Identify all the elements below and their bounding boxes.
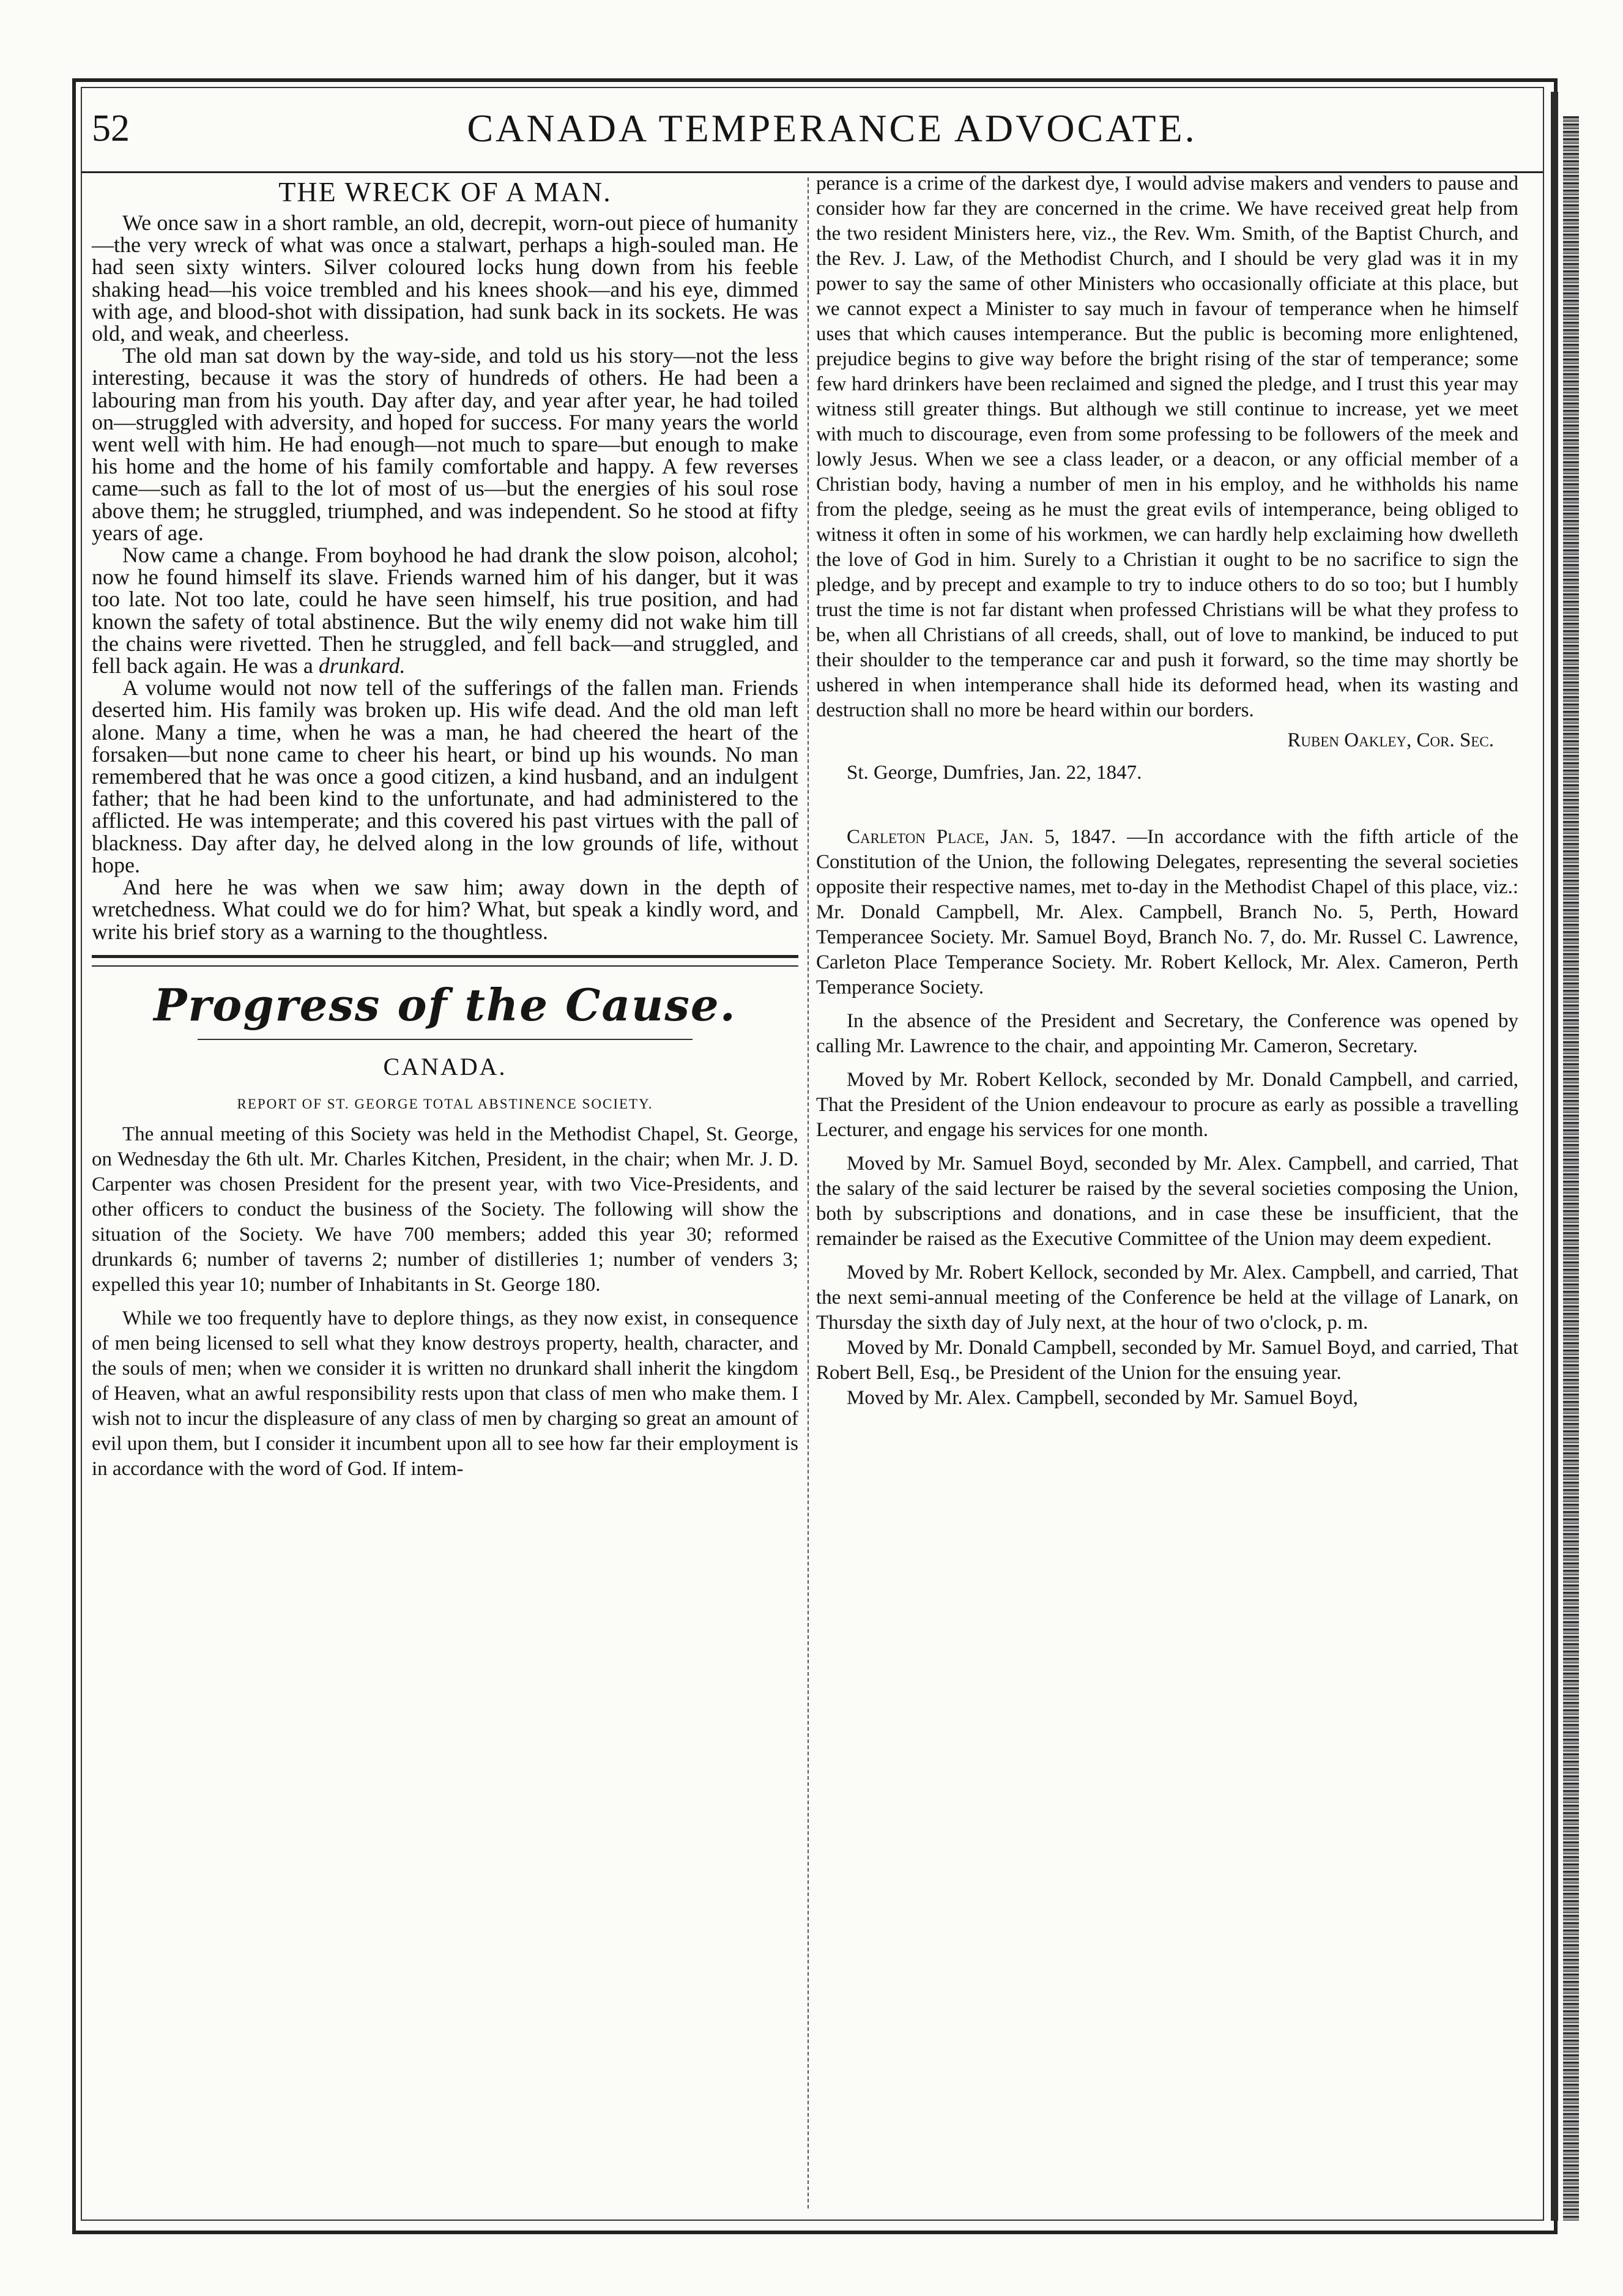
paragraph: Moved by Mr. Alex. Campbell, seconded by Mr. Samuel Boyd,: [847, 1387, 1358, 1409]
running-title: CANADA TEMPERANCE ADVOCATE.: [467, 106, 1197, 150]
article-wreck-of-a-man: [92, 175, 798, 943]
binding-edge: [1551, 92, 1558, 2221]
left-column: [92, 171, 798, 1482]
paragraph-text: Now came a change. From boyhood he had drank the slow poison, alcohol; now he found himself its slave. Friends warned him of his danger, but it was too late. Not too late, could he have seen himself, his true position, and had known the safety of total abstinence. But the wily enemy did not wake him till the chains were rivetted. Then he struggled, and fell back—and struggled, and fell back again. He was a: [92, 543, 798, 678]
paragraph: Moved by Mr. Samuel Boyd, seconded by Mr. Alex. Campbell, and carried, That the salary of the said lecturer be raised by the several societies composing the Union, both by subscriptions and donations, and in case these be insufficient, that the remainder be raised as the Executive Committee of the Union may deem expedient.: [816, 1153, 1518, 1250]
paragraph: The old man sat down by the way-side, and told us his story—not the less interesting, because it was the story of hundreds of others. He had been a labouring man from his youth. Day after day, and year after year, he had toiled on—struggled with adversity, and hoped for success. For many years the world went well with him. He had enough—not much to spare—but enough to make his home and the home of his family comfortable and happy. A few reverses came—such as fall to the lot of most of us—but the energies of his soul rose above them; he struggled, triumphed, and was independent. So he stood at fifty years of age.: [92, 343, 798, 545]
paragraph: We once saw in a short ramble, an old, decrepit, worn-out piece of humanity—the very wreck of what was once a stalwart, perhaps a high-souled man. He had seen sixty winters. Silver coloured locks hung down from his feeble shaking head—his voice trembled and his knees shook—and his eye, dimmed with age, and blood-shot with dissipation, had sunk back in its sockets. He was old, and weak, and cheerless.: [92, 210, 798, 346]
signature: Ruben Oakley, Cor. Sec.: [1287, 729, 1494, 751]
paragraph: While we too frequently have to deplore things, as they now exist, in consequence of men being licensed to sell what they know destroys property, health, character, and the souls of men; when we consider it is written no drunkard shall inherit the kingdom of Heaven, what an awful responsibility rests upon that class of men who make them. I wish not to incur the displeasure of any class of men by charging so great an amount of evil upon them, but I consider it incumbent upon all to see how far their employment is in accordance with the word of God. If intem-: [92, 1307, 798, 1480]
paragraph: And here he was when we saw him; away down in the depth of wretchedness. What could we do for him? What, but speak a kindly word, and write his brief story as a warning to the thoughtless.: [92, 875, 798, 944]
heading-rule: [198, 1039, 693, 1040]
paragraph: [816, 825, 1518, 1000]
right-column: [816, 171, 1518, 1411]
paragraph: A volume would not now tell of the sufferings of the fallen man. Friends deserted him. His family was broken up. His wife dead. And the old man left alone. Many a time, when he was a man, he had cheered the heart of the forsaken—but none came to cheer his heart, or bind up his wounds. No man remembered that he was once a good citizen, a kind husband, and an indulgent father; that he had been kind to the unfortunate, and had administered to the afflicted. He was intemperate; and this covered his past virtues with the pall of blackness. Day after day, he delved along in the low grounds of life, without hope.: [92, 675, 798, 877]
paragraph-continued: perance is a crime of the darkest dye, I would advise makers and venders to pause and consider how far they are concerned in the crime. We have received great help from the two resident Ministers here, viz., the Rev. Wm. Smith, of the Baptist Church, and the Rev. J. Law, of the Methodist Church, and I should be very glad was it in my power to say the same of other Ministers who occasionally officiate at this place, but we cannot expect a Minister to say much in favour of temperance when he himself uses that which causes intemperance. But the public is becoming more enlightened, prejudice begins to give way before the bright rising of the star of temperance; some few hard drinkers have been reclaimed and signed the pledge, and I trust this year may witness still greater things. But although we still continue to increase, yet we meet with much to discourage, even from some professing to be followers of the meek and lowly Jesus. When we see a class leader, or a deacon, or any official member of a Christian body, having a number of men in his employ, and he withholds his name from the pledge, seeing as he must the great evils of intemperance, being obliged to witness it often in some of his workmen, we can hardly help exclaiming how dwelleth the love of God in him. Surely to a Christian it ought to be no sacrifice to sign the pledge, and by precept and example to try to induce others to do so too; but I humbly trust the time is not far distant when professed Christians will be what they profess to be, when all Christians of all creeds, shall, out of love to mankind, be induced to put their shoulder to the temperance car and push it forward, so the time may shortly be ushered in when intemperance shall hide its deformed head, when its wasting and destruction shall no more be heard within our borders.: [816, 173, 1518, 721]
page-number: 52: [92, 108, 130, 149]
paragraph: The annual meeting of this Society was held in the Methodist Chapel, St. George, on Wednesday the 6th ult. Mr. Charles Kitchen, President, in the chair; when Mr. J. D. Carpenter was chosen President for the present year, with two Vice-Presidents, and other officers to conduct the business of the Society. The following will show the situation of the Society. We have 700 members; added this year 30; reformed drunkards 6; number of taverns 2; number of distilleries 1; number of venders 3; expelled this year 10; number of Inhabitants in St. George 180.: [92, 1123, 798, 1296]
dateline: St. George, Dumfries, Jan. 22, 1847.: [847, 762, 1142, 784]
dateline-lead: Carleton Place, Jan. 5, 1847.: [847, 826, 1116, 848]
report-title: REPORT OF ST. GEORGE TOTAL ABSTINENCE SOCIETY.: [237, 1096, 653, 1112]
article-title: THE WRECK OF A MAN.: [278, 176, 612, 207]
scan-edge-texture: [1563, 116, 1579, 2221]
paragraph-text: —In accordance with the fifth article of the Constitution of the Union, the following Delegates, representing the several societies opposite their respective names, met to-day in the Methodist Chapel of this place, viz.: Mr. Donald Campbell, Mr. Alex. Campbell, Branch No. 5, Perth, Howard Temperancee Society. Mr. Samuel Boyd, Branch No. 7, do. Mr. Russel C. Lawrence, Carleton Place Temperance Society. Mr. Robert Kellock, Mr. Alex. Cameron, Perth Temperance Society.: [816, 826, 1518, 998]
region-heading: CANADA.: [383, 1052, 507, 1080]
italic-word: drunkard.: [318, 653, 406, 678]
section-heading: Progress of the Cause.: [154, 978, 737, 1031]
paragraph: In the absence of the President and Secretary, the Conference was opened by calling Mr. Lawrence to the chair, and appointing Mr. Cameron, Secretary.: [816, 1010, 1518, 1057]
section-rule: [92, 955, 798, 967]
paragraph: Moved by Mr. Donald Campbell, seconded by Mr. Samuel Boyd, and carried, That Robert Bell, Esq., be President of the Union for the ensuing year.: [816, 1337, 1518, 1384]
column-divider: [808, 177, 809, 2209]
paragraph: [92, 544, 798, 677]
paragraph: Moved by Mr. Robert Kellock, seconded by Mr. Alex. Campbell, and carried, That the next semi-annual meeting of the Conference be held at the village of Lanark, on Thursday the sixth day of July next, at the hour of two o'clock, p. m.: [816, 1261, 1518, 1334]
paragraph: Moved by Mr. Robert Kellock, seconded by Mr. Donald Campbell, and carried, That the President of the Union endeavour to procure as early as possible a travelling Lecturer, and engage his services for one month.: [816, 1069, 1518, 1141]
